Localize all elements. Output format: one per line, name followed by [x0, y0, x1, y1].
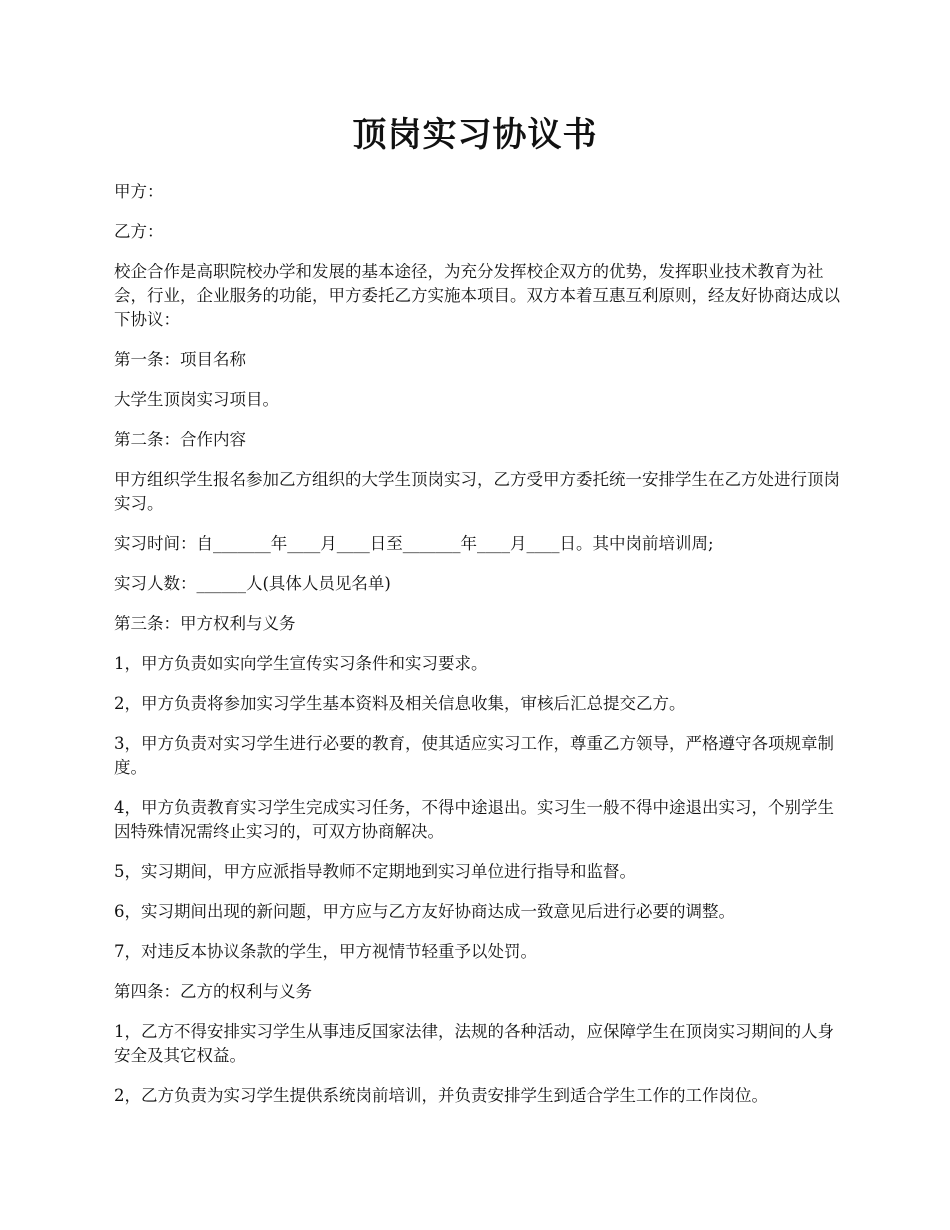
article-3-clause-2: 2，甲方负责将参加实习学生基本资料及相关信息收集，审核后汇总提交乙方。 — [114, 694, 686, 713]
document-title: 顶岗实习协议书 — [352, 115, 598, 155]
article-3-clause-4: 4，甲方负责教育实习学生完成实习任务，不得中途退出。实习生一般不得中途退出实习，个别学生因特殊情况需终止实习的，可双方协商解决。 — [114, 798, 834, 841]
article-3-clause-5: 5，实习期间，甲方应派指导教师不定期地到实习单位进行指导和监督。 — [114, 862, 636, 881]
article-4-clause-1: 1，乙方不得安排实习学生从事违反国家法律，法规的各种活动，应保障学生在顶岗实习期间的人身安全及其它权益。 — [114, 1022, 834, 1065]
preamble-paragraph: 校企合作是高职院校办学和发展的基本途径，为充分发挥校企双方的优势，发挥职业技术教育为社会，行业，企业服务的功能，甲方委托乙方实施本项目。双方本着互惠互利原则，经友好协商达成以下协议： — [114, 262, 840, 329]
party-a-line: 甲方： — [114, 182, 164, 201]
article-4-heading: 第四条：乙方的权利与义务 — [114, 982, 312, 1001]
document-body — [114, 180, 849, 1124]
internship-headcount-line: 实习人数：______人(具体人员见名单) — [114, 574, 391, 593]
article-3-clause-6: 6，实习期间出现的新问题，甲方应与乙方友好协商达成一致意见后进行必要的调整。 — [114, 902, 735, 921]
article-4-clause-2: 2，乙方负责为实习学生提供系统岗前培训，并负责安排学生到适合学生工作的工作岗位。 — [114, 1086, 768, 1105]
article-3-clause-3: 3，甲方负责对实习学生进行必要的教育，使其适应实习工作，尊重乙方领导，严格遵守各项规章制度。 — [114, 734, 834, 777]
article-2-content: 甲方组织学生报名参加乙方组织的大学生顶岗实习，乙方受甲方委托统一安排学生在乙方处进行顶岗实习。 — [114, 470, 840, 513]
article-1-heading: 第一条：项目名称 — [114, 350, 246, 369]
article-1-content: 大学生顶岗实习项目。 — [114, 390, 279, 409]
article-3-clause-1: 1，甲方负责如实向学生宣传实习条件和实习要求。 — [114, 654, 488, 673]
article-2-heading: 第二条：合作内容 — [114, 430, 246, 449]
article-3-heading: 第三条：甲方权利与义务 — [114, 614, 296, 633]
party-b-line: 乙方： — [114, 222, 164, 241]
internship-period-line: 实习时间：自_______年____月____日至_______年____月____日。其中岗前培训周; — [114, 534, 714, 553]
article-3-clause-7: 7，对违反本协议条款的学生，甲方视情节轻重予以处罚。 — [114, 942, 537, 961]
